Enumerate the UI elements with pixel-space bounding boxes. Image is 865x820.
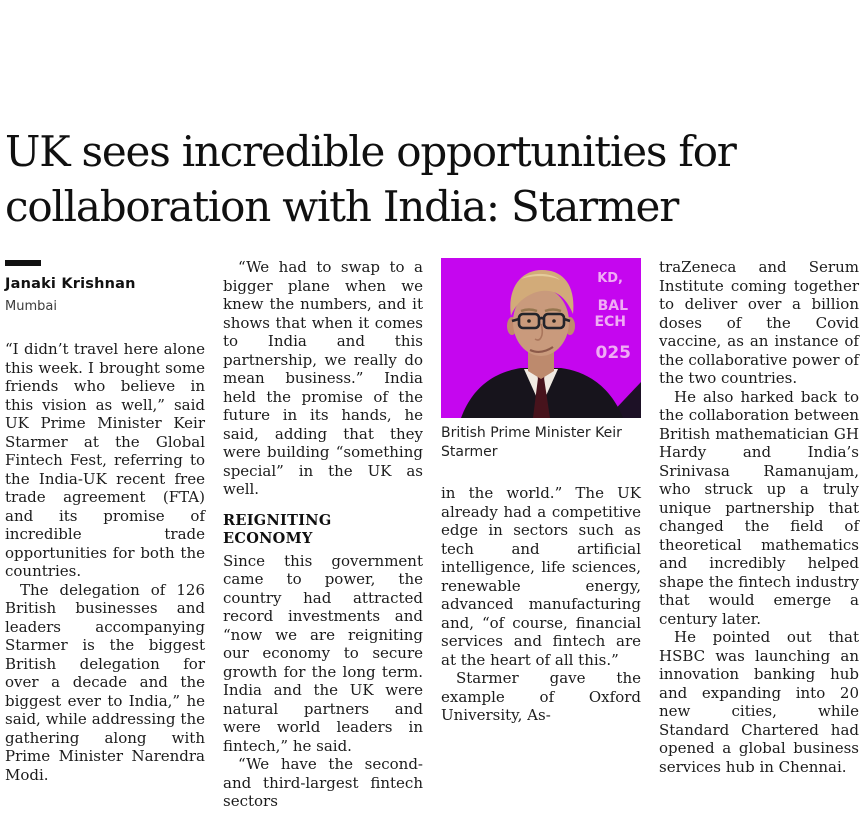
- eye-right: [552, 319, 556, 323]
- photo-figure: [441, 258, 641, 462]
- eye-left: [527, 319, 531, 323]
- paragraph: in the world.” The UK already had a competitive edge in sectors such as tech and artificial intelligence, life sciences, renewable energy, advanced manufacturing and, “of course, financial services and fintech are at the heart of all this.”: [441, 484, 641, 669]
- svg-text:KD,: KD,: [597, 271, 623, 286]
- paragraph: “We have the second- and third-largest fintech sectors: [223, 755, 423, 810]
- byline: [5, 260, 205, 316]
- byline-author: Janaki Krishnan: [5, 276, 136, 292]
- headline: UK sees incredible opportunities for collaboration with India: Starmer: [5, 127, 736, 231]
- paragraph: “I didn’t travel here alone this week. I brought some friends who believe in this vision as well,” said UK Prime Minister Keir Starmer at the Global Fintech Fest, referring to the India-UK recent free trade agreement (FTA) and its promise of incredible trade opportunities for both the countries.: [5, 340, 205, 580]
- column-2: [223, 258, 423, 811]
- svg-text:ECH: ECH: [594, 314, 626, 330]
- paragraph: “We had to swap to a bigger plane when we knew the numbers, and it shows that when it comes to India and this partnership, we really do mean business.” India held the promise of the future in its hands, he said, adding that they were building “something special” in the UK as well.: [223, 258, 423, 498]
- paragraph: The delegation of 126 British businesses and leaders accompanying Starmer is the biggest British delegation for over a decade and the biggest ever to India,” he said, while addressing the gathering along with Prime Minister Narendra Modi.: [5, 580, 205, 784]
- byline-rule: [5, 260, 41, 266]
- starmer-photo: [441, 258, 641, 418]
- svg-text:025: 025: [595, 343, 631, 363]
- section-subhead: REIGNITING ECONOMY: [223, 511, 332, 547]
- paragraph: traZeneca and Serum Institute coming together to deliver over a billion doses of the Covid vaccine, as an instance of the collaborative power of the two countries.: [659, 258, 859, 387]
- byline-location: Mumbai: [5, 298, 57, 314]
- paragraph: He also harked back to the collaboration between British mathematician GH Hardy and India’s Srinivasa Ramanujam, who struck up a truly unique partnership that changed the field of theoretical mathematics and incredibly helped shape the fintech industry that would emerge a century later.: [659, 387, 859, 628]
- photo-caption: British Prime Minister Keir Starmer: [441, 425, 622, 460]
- article-body: [5, 258, 859, 811]
- svg-text:BAL: BAL: [597, 298, 628, 314]
- column-4: [659, 258, 859, 811]
- column-3: [441, 258, 641, 811]
- paragraph: He pointed out that HSBC was launching an innovation banking hub and expanding into 20 new cities, while Standard Chartered had opened a global business services hub in Chennai.: [659, 628, 859, 776]
- column-1: [5, 258, 205, 811]
- paragraph: Since this government came to power, the country had attracted record investments and “now we are reigniting our economy to secure growth for the long term. India and the UK were natural partners and were world leaders in fintech,” he said.: [223, 551, 423, 755]
- paragraph: Starmer gave the example of Oxford University, As-: [441, 669, 641, 724]
